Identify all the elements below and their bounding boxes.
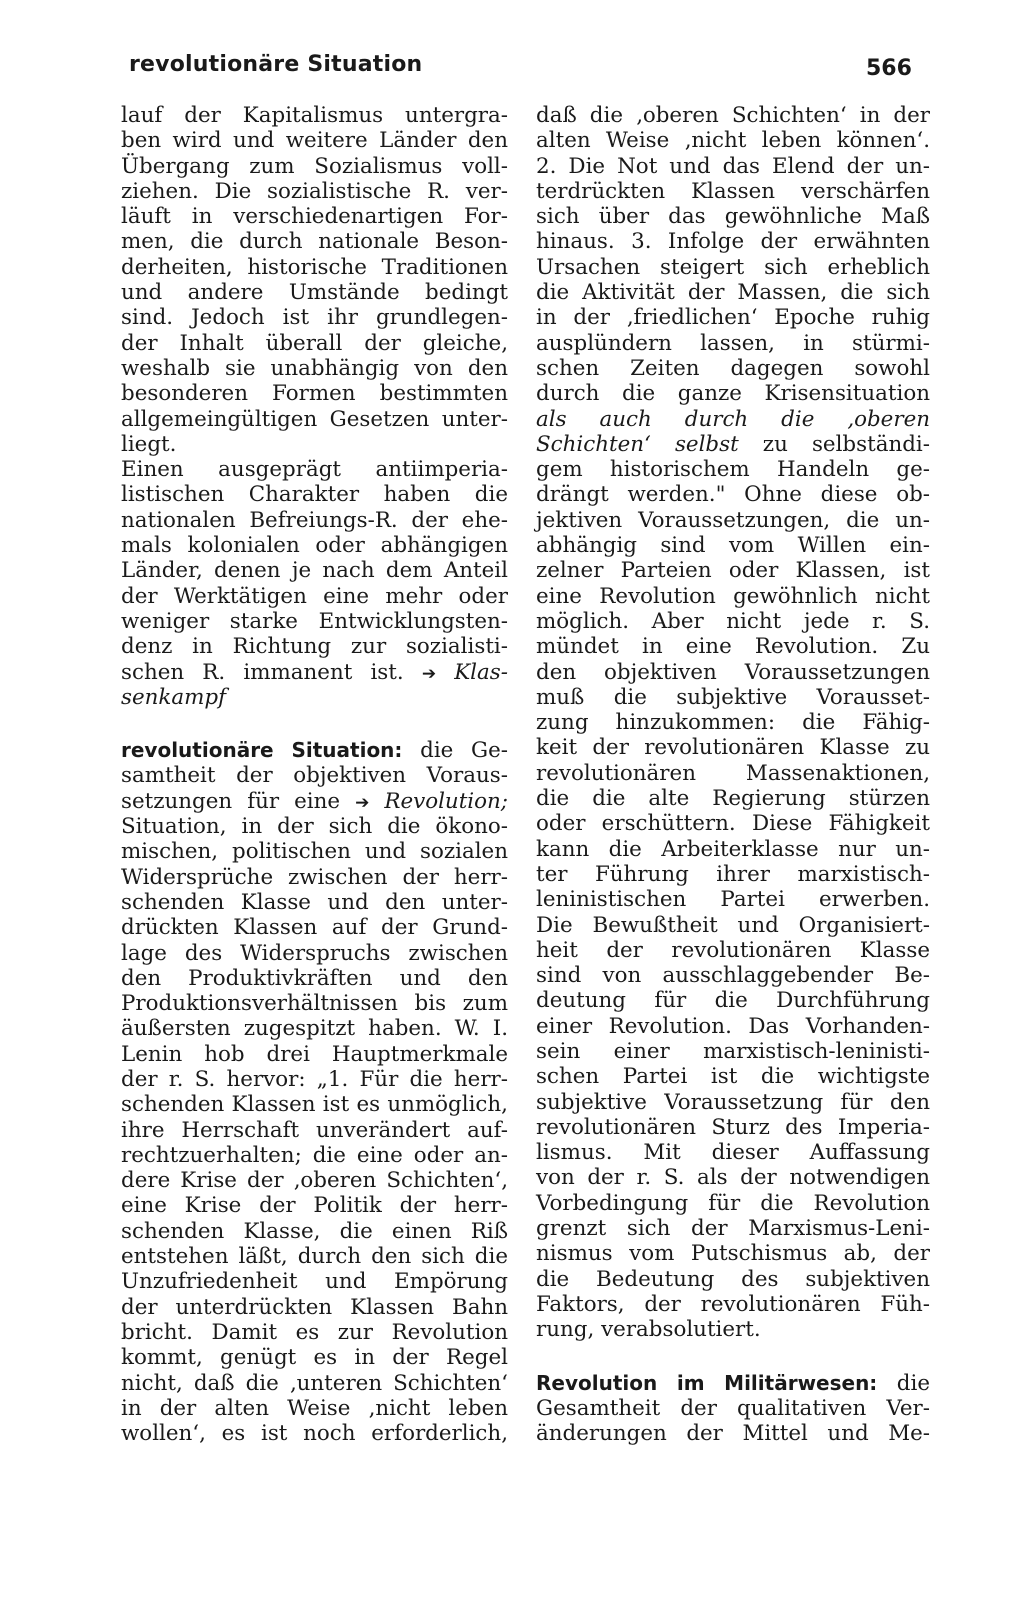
text-line: [121, 179, 508, 204]
regular-text: leninistischen Partei erwerben.: [536, 887, 930, 913]
text-line: [121, 738, 508, 763]
running-header-title: revolutionäre Situation: [129, 52, 423, 77]
regular-text: weshalb sie unabhängig von den: [121, 355, 508, 381]
text-line: [121, 1269, 508, 1294]
cross-reference-arrow-icon: ➔: [421, 663, 437, 684]
text-line: [536, 482, 930, 507]
text-line: [536, 811, 930, 836]
regular-text: hinaus. 3. Infolge der erwähnten: [536, 229, 930, 255]
text-line: [536, 255, 930, 280]
regular-text: oder erschüttern. Diese Fähigkeit: [536, 811, 930, 837]
text-line: [121, 255, 508, 280]
text-line: [536, 1292, 930, 1317]
text-line: [536, 735, 930, 760]
regular-text: alten Weise ‚nicht leben können‘.: [536, 128, 930, 154]
text-line: [121, 763, 508, 788]
text-line: [121, 1320, 508, 1345]
text-line: [536, 1216, 930, 1241]
page-number: 566: [866, 56, 912, 81]
regular-text: durch die ganze Krisensituation: [536, 381, 930, 407]
text-line: [121, 584, 508, 609]
regular-text: Lenin hob drei Hauptmerkmale: [121, 1041, 508, 1067]
regular-text: läuft in verschiedenartigen For-: [121, 204, 508, 230]
text-line: [121, 1371, 508, 1396]
text-line: [121, 508, 508, 533]
text-line: [121, 331, 508, 356]
text-line: [121, 457, 508, 482]
regular-text: lismus. Mit dieser Auffassung: [536, 1140, 930, 1166]
regular-text: setzungen für eine: [121, 788, 341, 814]
text-line: [536, 381, 930, 406]
text-line: [536, 1064, 930, 1089]
text-line: [121, 634, 508, 659]
regular-text: revolutionären Massenaktionen,: [536, 760, 930, 786]
text-line: [121, 966, 508, 991]
regular-text: subjektive Voraussetzung für den: [536, 1089, 930, 1115]
regular-text: Situation, in der sich die ökono-: [121, 814, 508, 840]
regular-text: möglich. Aber nicht jede r. S.: [536, 608, 930, 634]
text-line: [536, 1039, 930, 1064]
text-line: [536, 179, 930, 204]
regular-text: die die alte Regierung stürzen: [536, 786, 930, 812]
regular-text: der Inhalt überall der gleiche,: [121, 330, 508, 356]
text-line: [121, 1042, 508, 1067]
regular-text: Gesamtheit der qualitativen Ver-: [536, 1395, 930, 1421]
regular-text: schenden Klassen ist es unmöglich,: [121, 1092, 508, 1118]
regular-text: ausplündern lassen, in stürmi-: [536, 330, 930, 356]
regular-text: einer Revolution. Das Vorhanden-: [536, 1013, 930, 1039]
regular-text: ziehen. Die sozialistische R. ver-: [121, 178, 508, 204]
regular-text: kommt, genügt es in der Regel: [121, 1345, 508, 1371]
regular-text: schen Partei ist die wichtigste: [536, 1064, 930, 1090]
regular-text: dere Krise der ‚oberen Schichten‘,: [121, 1168, 508, 1194]
text-line: [536, 862, 930, 887]
italic-text: senkampf: [121, 684, 227, 710]
text-line: [121, 1396, 508, 1421]
regular-text: nicht, daß die ‚unteren Schichten‘: [121, 1370, 508, 1396]
regular-text: den Produktivkräften und den: [121, 965, 508, 991]
text-line: [536, 1090, 930, 1115]
entry-headword: Revolution im Militärwesen:: [536, 1370, 878, 1395]
text-line: [121, 915, 508, 940]
regular-text: den objektiven Voraussetzungen: [536, 659, 930, 685]
regular-text: zu selbständi-: [762, 431, 930, 457]
text-line: [536, 1115, 930, 1140]
regular-text: men, die durch nationale Beson-: [121, 229, 508, 255]
regular-text: Ursachen steigert sich erheblich: [536, 254, 930, 280]
regular-text: entstehen läßt, durch den sich die: [121, 1244, 508, 1270]
regular-text: und andere Umstände bedingt: [121, 280, 508, 306]
text-line: [121, 1143, 508, 1168]
regular-text: Übergang zum Sozialismus voll-: [121, 153, 508, 179]
regular-text: der r. S. hervor: „1. Für die herr-: [121, 1066, 508, 1092]
text-line: [121, 685, 508, 710]
italic-text: Revolution;: [384, 788, 508, 814]
regular-text: ter Führung ihrer marxistisch-: [536, 861, 930, 887]
text-line: [121, 305, 508, 330]
regular-text: gem historischem Handeln ge-: [536, 457, 930, 483]
text-line: [121, 1118, 508, 1143]
text-line: [536, 1165, 930, 1190]
text-line: [121, 839, 508, 864]
regular-text: sind von ausschlaggebender Be-: [536, 963, 930, 989]
regular-text: nationalen Befreiungs-R. der ehe-: [121, 507, 508, 533]
regular-text: schenden Klasse, die einen Riß: [121, 1218, 508, 1244]
text-line: [121, 154, 508, 179]
regular-text: von der r. S. als der notwendigen: [536, 1165, 930, 1191]
regular-text: rechtzuerhalten; die eine oder an-: [121, 1142, 508, 1168]
text-line: [121, 558, 508, 583]
regular-text: die Ge-: [420, 738, 509, 764]
left-text-column: [121, 103, 508, 1446]
regular-text: bricht. Damit es zur Revolution: [121, 1319, 508, 1345]
text-line: [536, 634, 930, 659]
text-line: [536, 128, 930, 153]
text-line: [121, 609, 508, 634]
regular-text: die: [896, 1370, 930, 1396]
text-line: [536, 988, 930, 1013]
text-line: [536, 837, 930, 862]
regular-text: 2. Die Not und das Elend der un-: [536, 153, 930, 179]
text-line: [536, 103, 930, 128]
text-line: [121, 1067, 508, 1092]
text-line: [121, 1219, 508, 1244]
regular-text: Länder, denen je nach dem Anteil: [121, 558, 508, 584]
regular-text: besonderen Formen bestimmten: [121, 381, 508, 407]
regular-text: weniger starke Entwicklungsten-: [121, 608, 508, 634]
text-line: [536, 938, 930, 963]
text-line: [536, 761, 930, 786]
regular-text: schenden Klasse und den unter-: [121, 889, 508, 915]
cross-reference-arrow-icon: ➔: [355, 792, 370, 813]
regular-text: schen R. immanent ist.: [121, 659, 404, 685]
text-line: [536, 331, 930, 356]
text-line: [121, 865, 508, 890]
text-line: [121, 103, 508, 128]
regular-text: der unterdrückten Klassen Bahn: [121, 1294, 508, 1320]
regular-text: daß die ‚oberen Schichten‘ in der: [536, 103, 930, 128]
regular-text: sein einer marxistisch-leninisti-: [536, 1038, 930, 1064]
text-line: [536, 1267, 930, 1292]
text-line: [536, 685, 930, 710]
text-line: [536, 609, 930, 634]
regular-text: Einen ausgeprägt antiimperia-: [121, 457, 508, 483]
italic-text: Klas-: [454, 659, 508, 685]
text-line: [121, 128, 508, 153]
regular-text: revolutionären Sturz des Imperia-: [536, 1114, 930, 1140]
regular-text: grenzt sich der Marxismus-Leni-: [536, 1216, 930, 1242]
text-line: [536, 229, 930, 254]
text-line: [536, 887, 930, 912]
regular-text: die Aktivität der Massen, die sich: [536, 280, 930, 306]
regular-text: wollen‘, es ist noch erforderlich,: [121, 1421, 508, 1447]
regular-text: kann die Arbeiterklasse nur un-: [536, 836, 930, 862]
regular-text: heit der revolutionären Klasse: [536, 937, 930, 963]
regular-text: drängt werden." Ohne diese ob-: [536, 482, 930, 508]
regular-text: in der alten Weise ‚nicht leben: [121, 1395, 508, 1421]
text-line: [121, 814, 508, 839]
text-line: [121, 789, 508, 814]
text-line: [121, 1092, 508, 1117]
regular-text: äußersten zugespitzt haben. W. I.: [121, 1016, 508, 1042]
text-line: [121, 432, 508, 457]
text-line: [121, 941, 508, 966]
text-line: [121, 407, 508, 432]
regular-text: lauf der Kapitalismus untergra-: [121, 103, 508, 128]
text-line: [121, 1193, 508, 1218]
regular-text: eine Krise der Politik der herr-: [121, 1193, 508, 1219]
text-line: [121, 991, 508, 1016]
text-line: [536, 963, 930, 988]
text-line: [121, 1168, 508, 1193]
text-line: [536, 407, 930, 432]
text-line: [121, 204, 508, 229]
text-line: [536, 786, 930, 811]
entry-headword: revolutionäre Situation:: [121, 738, 403, 763]
regular-text: der Werktätigen eine mehr oder: [121, 583, 508, 609]
regular-text: Widersprüche zwischen der herr-: [121, 864, 508, 890]
regular-text: eine Revolution gewöhnlich nicht: [536, 583, 930, 609]
text-line: [536, 204, 930, 229]
text-line: [536, 154, 930, 179]
text-line: [536, 558, 930, 583]
regular-text: denz in Richtung zur sozialisti-: [121, 634, 508, 660]
regular-text: terdrückten Klassen verschärfen: [536, 178, 930, 204]
text-line: [536, 1191, 930, 1216]
regular-text: listischen Charakter haben die: [121, 482, 508, 508]
text-line: [536, 1241, 930, 1266]
text-line: [536, 508, 930, 533]
text-line: [121, 890, 508, 915]
regular-text: drückten Klassen auf der Grund-: [121, 915, 508, 941]
text-line: [536, 1014, 930, 1039]
regular-text: liegt.: [121, 431, 177, 457]
regular-text: Unzufriedenheit und Empörung: [121, 1269, 508, 1295]
right-text-column: [536, 103, 930, 1446]
text-line: [536, 1317, 930, 1342]
regular-text: samtheit der objektiven Voraus-: [121, 763, 508, 789]
text-line: [121, 1295, 508, 1320]
regular-text: derheiten, historische Traditionen: [121, 254, 508, 280]
regular-text: muß die subjektive Vorausset-: [536, 684, 930, 710]
regular-text: schen Zeiten dagegen sowohl: [536, 355, 930, 381]
text-line: [536, 1396, 930, 1421]
regular-text: sind. Jedoch ist ihr grundlegen-: [121, 305, 508, 331]
italic-text: als auch durch die ‚oberen: [536, 406, 930, 432]
text-line: [536, 660, 930, 685]
regular-text: lage des Widerspruchs zwischen: [121, 940, 508, 966]
regular-text: keit der revolutionären Klasse zu: [536, 735, 930, 761]
regular-text: in der ‚friedlichen‘ Epoche ruhig: [536, 305, 930, 331]
text-line: [121, 1345, 508, 1370]
regular-text: mals kolonialen oder abhängigen: [121, 533, 508, 559]
text-line: [536, 356, 930, 381]
regular-text: Die Bewußtheit und Organisiert-: [536, 912, 930, 938]
text-line: [121, 660, 508, 685]
regular-text: Produktionsverhältnissen bis zum: [121, 991, 508, 1017]
text-line: [536, 710, 930, 735]
regular-text: mündet in eine Revolution. Zu: [536, 634, 930, 660]
text-line: [536, 1140, 930, 1165]
text-line: [536, 913, 930, 938]
text-line: [121, 280, 508, 305]
regular-text: Faktors, der revolutionären Füh-: [536, 1291, 930, 1317]
regular-text: rung, verabsolutiert.: [536, 1317, 761, 1343]
text-line: [536, 1421, 930, 1446]
regular-text: nismus vom Putschismus ab, der: [536, 1241, 930, 1267]
text-line: [121, 356, 508, 381]
regular-text: ben wird und weitere Länder den: [121, 128, 508, 154]
text-line: [536, 1371, 930, 1396]
regular-text: die Bedeutung des subjektiven: [536, 1266, 930, 1292]
regular-text: zung hinzukommen: die Fähig-: [536, 710, 930, 736]
italic-text: Schichten‘ selbst: [536, 431, 739, 457]
text-line: [121, 1016, 508, 1041]
text-line: [121, 1421, 508, 1446]
regular-text: änderungen der Mittel und Me-: [536, 1421, 930, 1447]
regular-text: Vorbedingung für die Revolution: [536, 1190, 930, 1216]
text-line: [121, 229, 508, 254]
text-line: [536, 305, 930, 330]
text-line: [536, 280, 930, 305]
regular-text: sich über das gewöhnliche Maß: [536, 204, 930, 230]
regular-text: ihre Herrschaft unverändert auf-: [121, 1117, 508, 1143]
regular-text: mischen, politischen und sozialen: [121, 839, 508, 865]
text-line: [121, 381, 508, 406]
regular-text: deutung für die Durchführung: [536, 988, 930, 1014]
regular-text: jektiven Voraussetzungen, die un-: [536, 507, 930, 533]
regular-text: abhängig sind vom Willen ein-: [536, 533, 930, 559]
text-line: [121, 533, 508, 558]
regular-text: zelner Parteien oder Klassen, ist: [536, 558, 930, 584]
text-line: [121, 1244, 508, 1269]
text-line: [536, 533, 930, 558]
regular-text: allgemeingültigen Gesetzen unter-: [121, 406, 508, 432]
text-line: [536, 584, 930, 609]
text-line: [536, 457, 930, 482]
text-line: [536, 432, 930, 457]
text-line: [121, 482, 508, 507]
